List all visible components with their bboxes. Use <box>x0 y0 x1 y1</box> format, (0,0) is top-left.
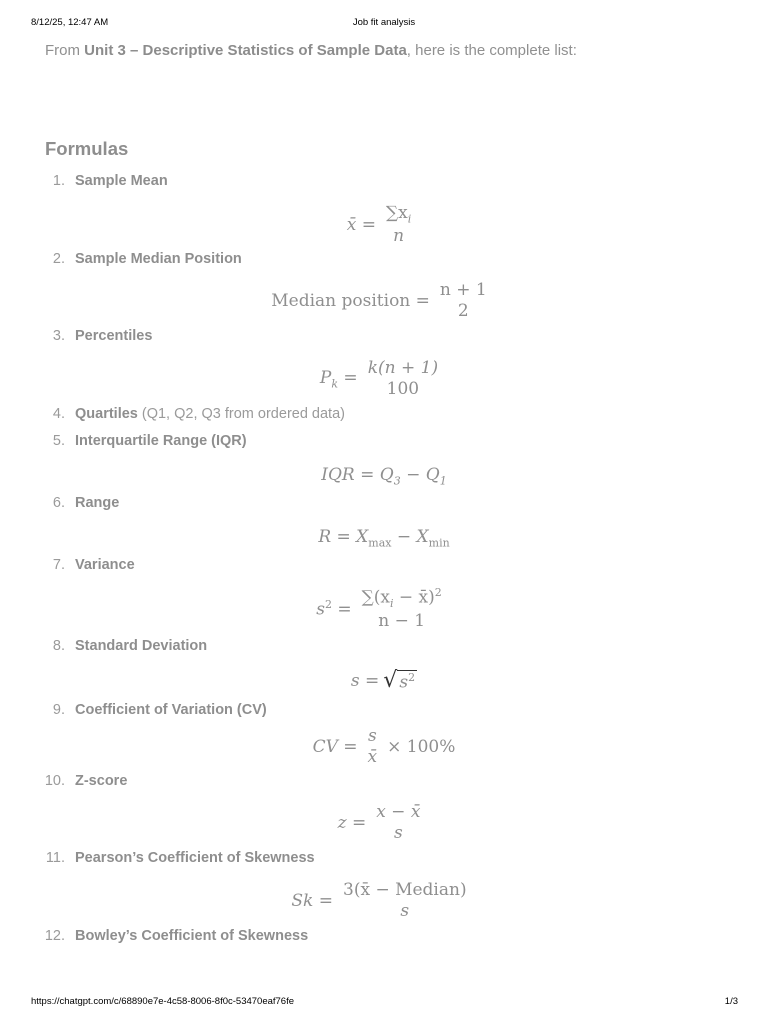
formula-sample-mean <box>0 200 768 250</box>
item-number: 2. <box>52 251 65 267</box>
print-page-number: 1/3 <box>724 996 738 1007</box>
formula-lhs: CV = <box>312 737 358 757</box>
print-datetime: 8/12/25, 12:47 AM <box>31 17 109 28</box>
list-item <box>0 636 768 656</box>
item-number: 6. <box>52 495 65 511</box>
frac-num-sup: 2 <box>434 585 442 599</box>
list-item <box>0 493 768 513</box>
list-item <box>0 249 768 269</box>
formula-variance <box>0 584 768 634</box>
formula-range <box>0 524 768 552</box>
list-item <box>0 848 768 868</box>
intro-unit: Unit 3 – Descriptive Statistics of Sample Data <box>84 42 407 59</box>
frac-numerator: n + 1 <box>439 279 487 300</box>
radicand: s <box>399 672 409 693</box>
formula-lhs: s = <box>350 671 380 691</box>
item-label: Percentiles <box>75 328 153 344</box>
formula-lhs: x̄ = <box>346 215 376 235</box>
formula-percentile <box>0 354 768 404</box>
frac-denominator: 100 <box>386 379 420 399</box>
formula-lhs: Median position = <box>271 291 430 311</box>
frac-num-sub: i <box>407 212 412 226</box>
item-extra: (Q1, Q2, Q3 from ordered data) <box>137 406 345 422</box>
list-item <box>0 555 768 575</box>
fraction <box>364 726 382 769</box>
frac-numerator: k(n + 1) <box>367 357 439 378</box>
fraction <box>382 203 415 247</box>
item-number: 10. <box>44 773 65 789</box>
formula-pearson-skewness <box>0 876 768 926</box>
item-number: 5. <box>52 433 65 449</box>
item-label: Sample Mean <box>75 173 168 189</box>
item-label: Range <box>75 495 120 511</box>
formula-sub: min <box>428 536 450 550</box>
list-item <box>0 771 768 791</box>
formula-lhs: s <box>316 599 325 620</box>
item-label: Interquartile Range (IQR) <box>75 433 247 449</box>
frac-denominator: s <box>400 901 410 921</box>
item-label: Z-score <box>75 773 128 789</box>
intro-text <box>45 42 577 59</box>
fraction <box>436 280 491 323</box>
formula-std-dev <box>0 666 768 696</box>
list-item <box>0 171 768 191</box>
formula-z-score <box>0 798 768 848</box>
formula-sub: 3 <box>393 474 401 488</box>
formula-eq: = <box>338 367 358 388</box>
radicand-sup: 2 <box>408 670 416 684</box>
fraction <box>339 880 471 923</box>
fraction <box>372 802 424 845</box>
section-heading: Formulas <box>45 138 129 159</box>
frac-numerator: x − x̄ <box>376 801 421 822</box>
frac-numerator: s <box>367 725 377 746</box>
formula-iqr <box>0 462 768 490</box>
item-label: Sample Median Position <box>75 251 242 267</box>
formula-part: − Q <box>400 464 440 485</box>
item-number: 12. <box>44 928 65 944</box>
intro-prefix: From <box>45 42 85 59</box>
frac-num-a: ∑(x <box>361 587 390 608</box>
formula-rhs: × 100% <box>387 737 456 757</box>
item-number: 11. <box>45 850 65 866</box>
formula-lhs: Sk = <box>291 891 333 911</box>
item-number: 3. <box>52 328 65 344</box>
print-url: https://chatgpt.com/c/68890e7e-4c58-8006-8f0c-53470eaf76fe <box>31 996 295 1007</box>
intro-suffix: , here is the complete list: <box>406 42 577 59</box>
list-item <box>0 431 768 451</box>
list-item <box>0 404 768 424</box>
item-label: Standard Deviation <box>75 638 208 654</box>
frac-num-b: − x̄) <box>393 587 435 608</box>
frac-num-sub: i <box>389 597 394 611</box>
frac-denominator: n <box>393 225 405 246</box>
frac-denominator: s <box>393 823 403 843</box>
formula-lhs: z = <box>337 813 367 833</box>
fraction <box>364 358 442 401</box>
item-label: Pearson’s Coefficient of Skewness <box>75 850 315 866</box>
item-number: 7. <box>52 557 65 573</box>
formula-sub: max <box>368 536 392 550</box>
item-label: Coefficient of Variation (CV) <box>75 702 267 718</box>
item-number: 1. <box>52 173 65 189</box>
formula-lhs-sub: k <box>331 377 339 391</box>
frac-numerator: ∑x <box>385 202 408 223</box>
formula-cv <box>0 724 768 770</box>
frac-numerator: 3(x̄ − Median) <box>343 879 467 900</box>
formula-lhs-var: P <box>319 367 332 388</box>
item-number: 9. <box>52 702 65 718</box>
item-label: Quartiles <box>75 406 138 422</box>
print-title: Job fit analysis <box>352 17 416 28</box>
formula-eq: = <box>331 599 352 620</box>
fraction <box>358 586 446 632</box>
item-number: 4. <box>52 406 65 422</box>
item-label: Bowley’s Coefficient of Skewness <box>75 928 309 944</box>
formula-median-position <box>0 276 768 326</box>
radical-sign: √ <box>383 668 398 694</box>
item-label: Variance <box>75 557 135 573</box>
list-item <box>0 926 768 946</box>
square-root <box>383 670 417 693</box>
list-item <box>0 326 768 346</box>
frac-denominator: n − 1 <box>378 610 426 631</box>
formula-part: IQR = Q <box>321 464 394 485</box>
frac-denominator: x̄ <box>367 747 378 767</box>
formula-sub: 1 <box>439 474 447 488</box>
formula-lhs-sup: 2 <box>324 598 332 612</box>
formula-part: R = X <box>318 526 369 547</box>
item-number: 8. <box>52 638 65 654</box>
formula-part: − X <box>391 526 429 547</box>
frac-denominator: 2 <box>457 301 469 321</box>
list-item <box>0 700 768 720</box>
